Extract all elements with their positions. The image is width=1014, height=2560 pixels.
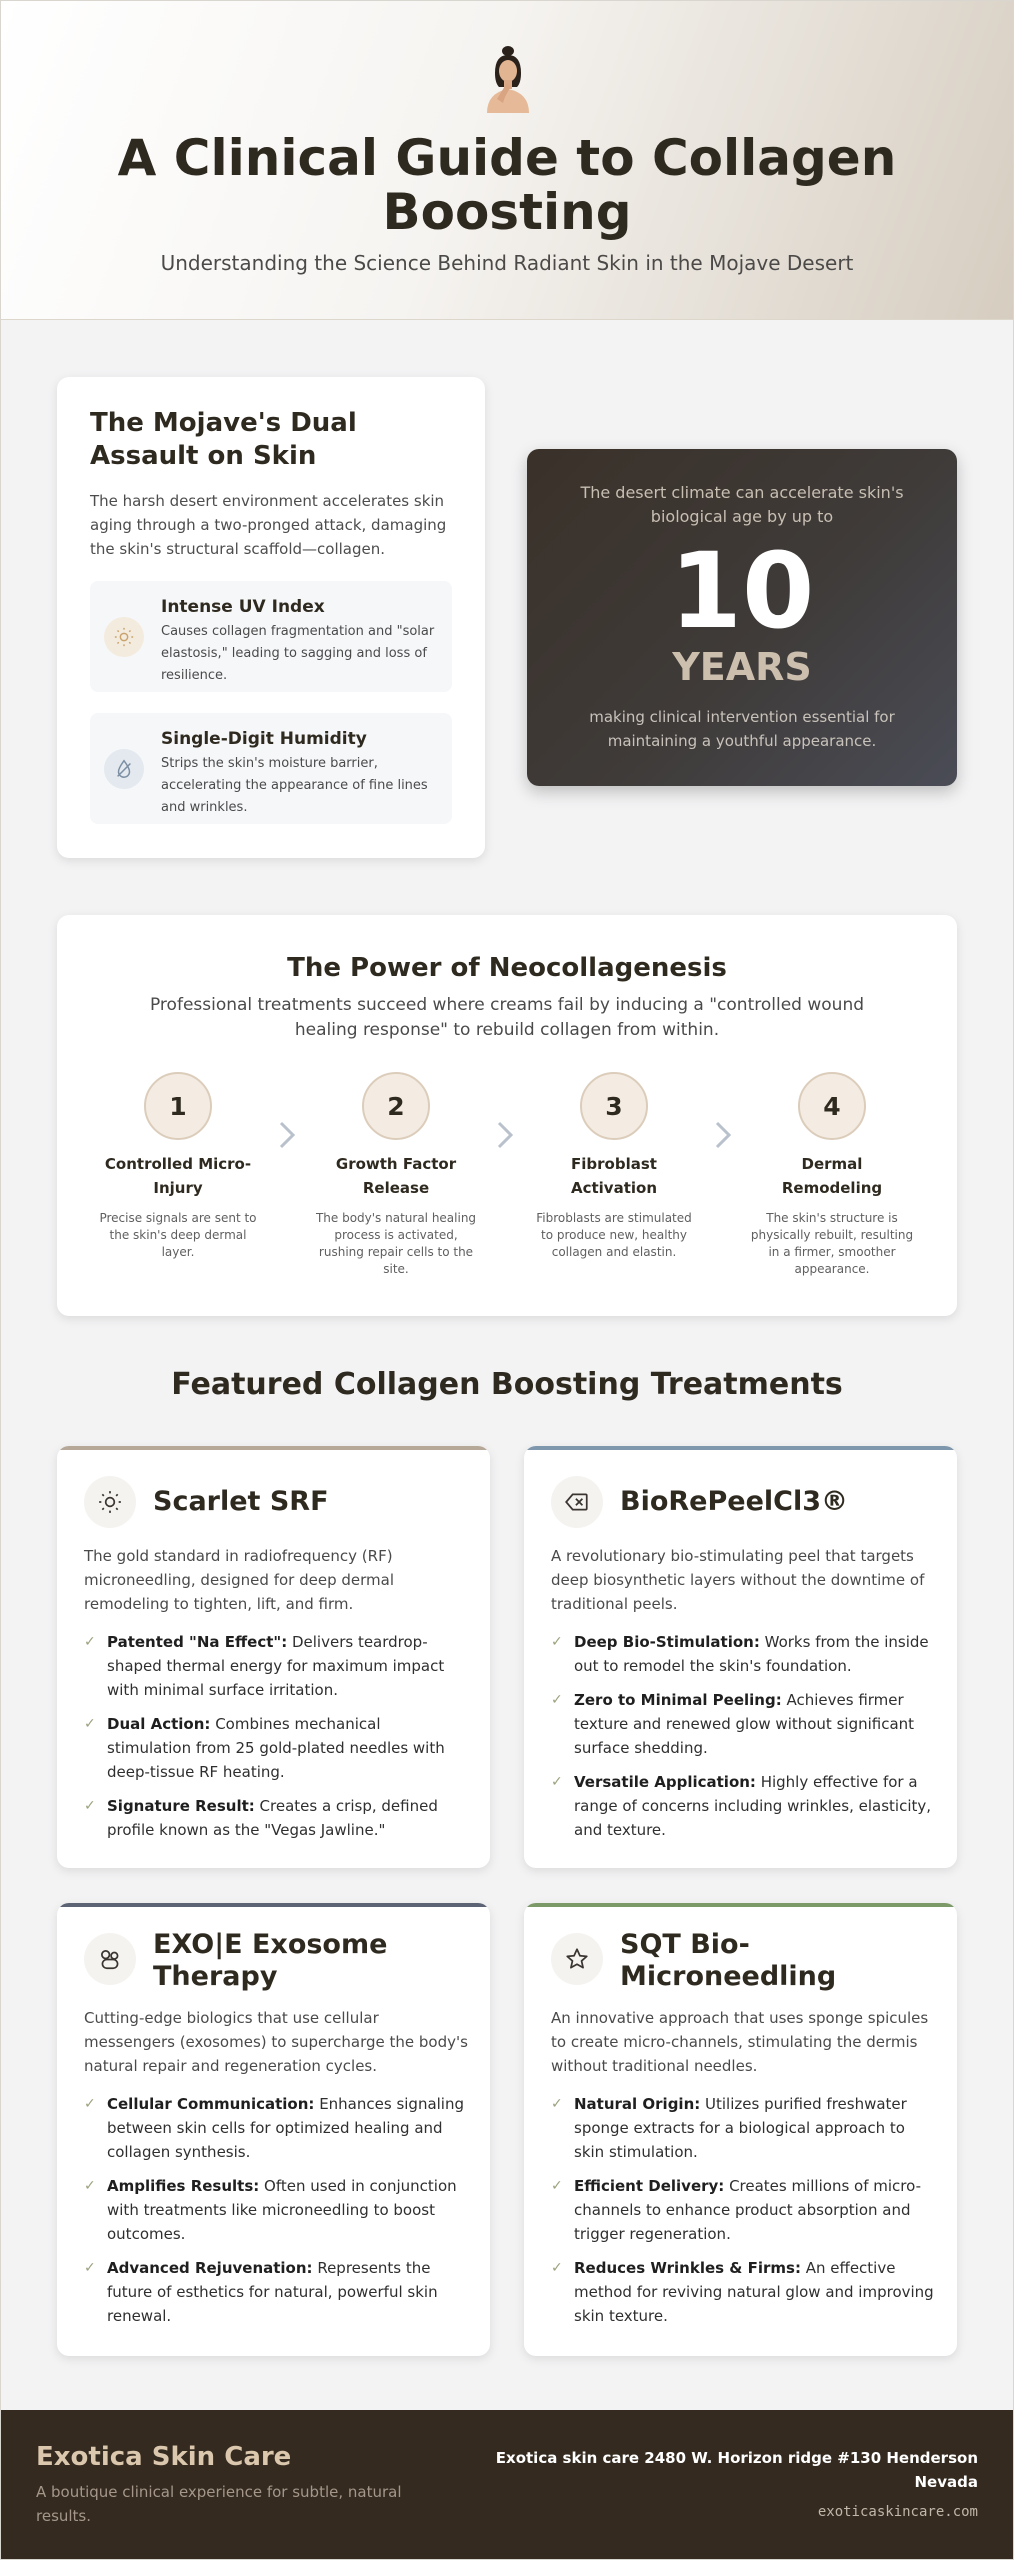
benefit-text: An effective method for reviving natural glow and improving skin texture. <box>574 2259 934 2325</box>
step-text: Fibroblasts are stimulated to produce new, healthy collagen and elastin. <box>536 1211 692 1259</box>
check-icon: ✓ <box>84 2178 96 2194</box>
benefit-text: Creates a crisp, defined profile known as the "Vegas Jawline." <box>107 1797 438 1839</box>
benefit-text: Combines mechanical stimulation from 25 gold-plated needles with deep-tissue RF heating. <box>107 1715 445 1781</box>
sun-icon <box>104 617 144 657</box>
step-number: 4 <box>798 1072 866 1140</box>
benefit-item <box>84 1630 469 1702</box>
factor-title: Intense UV Index <box>161 597 325 617</box>
treatment-card-sqt <box>524 1903 957 2356</box>
treatment-title: BioRePeelCl3® <box>620 1486 849 1517</box>
treatment-card-biorepeel <box>524 1446 957 1868</box>
treatment-card-scarlet-srf <box>57 1446 490 1868</box>
benefit-label: Signature Result: <box>107 1797 255 1815</box>
chevron-right-icon <box>708 1115 738 1155</box>
treatment-description: Cutting-edge biologics that use cellular messengers (exosomes) to supercharge the body's natural repair and regeneration cycles. <box>84 2009 468 2075</box>
benefit-label: Natural Origin: <box>574 2095 701 2113</box>
benefit-label: Dual Action: <box>107 1715 211 1733</box>
benefit-label: Efficient Delivery: <box>574 2177 725 2195</box>
sun-icon <box>84 1476 136 1528</box>
benefit-item <box>84 2092 469 2164</box>
process-step <box>313 1072 479 1278</box>
benefit-label: Advanced Rejuvenation: <box>107 2259 313 2277</box>
page-title: A Clinical Guide to Collagen Boosting <box>117 129 897 241</box>
step-title: Dermal Remodeling <box>781 1155 883 1197</box>
treatment-description: The gold standard in radiofrequency (RF) microneedling, designed for deep dermal remodeling to tighten, lift, and firm. <box>84 1547 394 1613</box>
stat-unit: YEARS <box>672 645 812 689</box>
chevron-right-icon <box>490 1115 520 1155</box>
check-icon: ✓ <box>84 2096 96 2112</box>
check-icon: ✓ <box>551 2260 563 2276</box>
check-icon: ✓ <box>84 1634 96 1650</box>
benefit-label: Versatile Application: <box>574 1773 756 1791</box>
factor-text: Causes collagen fragmentation and "solar elastosis," leading to sagging and loss of resilience. <box>161 624 435 683</box>
benefit-item <box>84 2174 469 2246</box>
factor-title: Single-Digit Humidity <box>161 729 367 749</box>
hero-header <box>1 1 1013 320</box>
benefit-item <box>84 2256 469 2328</box>
check-icon: ✓ <box>84 1798 96 1814</box>
step-text: Precise signals are sent to the skin's deep dermal layer. <box>99 1211 257 1259</box>
check-icon: ✓ <box>551 1692 563 1708</box>
website-link[interactable]: exoticaskincare.com <box>817 2504 978 2520</box>
accent-bar <box>524 1446 957 1450</box>
benefit-item <box>551 1630 936 1678</box>
step-title: Fibroblast Activation <box>570 1155 657 1197</box>
benefit-item <box>551 2092 936 2164</box>
accent-bar <box>524 1903 957 1907</box>
clinic-address: Exotica skin care 2480 W. Horizon ridge #130 Henderson Nevada <box>495 2449 978 2491</box>
benefit-label: Amplifies Results: <box>107 2177 260 2195</box>
check-icon: ✓ <box>551 1634 563 1650</box>
benefit-label: Deep Bio-Stimulation: <box>574 1633 760 1651</box>
neo-title: The Power of Neocollagenesis <box>287 953 727 983</box>
check-icon: ✓ <box>551 2096 563 2112</box>
benefit-label: Zero to Minimal Peeling: <box>574 1691 782 1709</box>
step-number: 1 <box>144 1072 212 1140</box>
check-icon: ✓ <box>551 1774 563 1790</box>
benefit-item <box>551 2174 936 2246</box>
no-water-drop-icon <box>104 749 144 789</box>
assault-title: The Mojave's Dual Assault on Skin <box>90 408 357 471</box>
treatment-benefits <box>84 2092 469 2338</box>
treatment-description: An innovative approach that uses sponge spicules to create micro-channels, stimulating the dermis without traditional needles. <box>551 2009 929 2075</box>
treatments-heading: Featured Collagen Boosting Treatments <box>171 1367 843 1402</box>
brand-name: Exotica Skin Care <box>36 2442 292 2472</box>
stat-intro: The desert climate can accelerate skin's biological age by up to <box>580 483 904 526</box>
benefit-text: Enhances signaling between skin cells for optimized healing and collagen synthesis. <box>107 2095 465 2161</box>
step-text: The body's natural healing process is activated, rushing repair cells to the site. <box>315 1211 477 1276</box>
step-text: The skin's structure is physically rebuilt, resulting in a firmer, smoother appearance. <box>750 1211 914 1276</box>
benefit-text: Often used in conjunction with treatments like microneedling to boost outcomes. <box>107 2177 457 2243</box>
treatment-benefits <box>551 2092 936 2338</box>
step-number: 2 <box>362 1072 430 1140</box>
benefit-text: Delivers teardrop-shaped thermal energy for maximum impact with minimal surface irritation. <box>107 1633 445 1699</box>
check-icon: ✓ <box>84 1716 96 1732</box>
stat-conclusion: making clinical intervention essential for maintaining a youthful appearance. <box>589 708 895 750</box>
factor-text: Strips the skin's moisture barrier, accelerating the appearance of fine lines and wrinkles. <box>161 756 428 815</box>
neocollagenesis-card <box>57 915 957 1316</box>
process-step <box>749 1072 915 1278</box>
page-footer <box>1 2410 1013 2559</box>
humidity-factor <box>90 713 452 824</box>
benefit-label: Patented "Na Effect": <box>107 1633 288 1651</box>
check-icon: ✓ <box>551 2178 563 2194</box>
benefit-item <box>551 1770 936 1842</box>
brand-tagline: A boutique clinical experience for subtle, natural results. <box>36 2483 402 2525</box>
process-step <box>531 1072 697 1261</box>
benefit-item <box>551 2256 936 2328</box>
desert-assault-card <box>57 377 485 858</box>
step-title: Controlled Micro-Injury <box>104 1155 252 1197</box>
backspace-icon <box>551 1476 603 1528</box>
treatment-title: Scarlet SRF <box>153 1486 329 1517</box>
assault-text: The harsh desert environment accelerates skin aging through a two-pronged attack, damaging the skin's structural scaffold—collagen. <box>90 492 447 558</box>
benefit-item <box>551 1688 936 1760</box>
page-subtitle: Understanding the Science Behind Radiant Skin in the Mojave Desert <box>160 251 854 275</box>
benefit-text: Utilizes purified freshwater sponge extracts for a biological approach to skin stimulation. <box>574 2095 907 2161</box>
stat-number: 10 <box>669 530 815 652</box>
accent-bar <box>57 1446 490 1450</box>
check-icon: ✓ <box>84 2260 96 2276</box>
step-number: 3 <box>580 1072 648 1140</box>
treatment-title: EXO|E Exosome Therapy <box>153 1929 388 1992</box>
benefit-item <box>84 1794 469 1842</box>
benefit-label: Reduces Wrinkles & Firms: <box>574 2259 801 2277</box>
benefit-item <box>84 1712 469 1784</box>
benefit-label: Cellular Communication: <box>107 2095 315 2113</box>
step-title: Growth Factor Release <box>335 1155 457 1197</box>
woman-portrait-icon <box>477 43 537 113</box>
uv-factor <box>90 581 452 692</box>
neo-subtitle: Professional treatments succeed where creams fail by inducing a "controlled wound healing response" to rebuild collagen from within. <box>149 995 865 1040</box>
process-step <box>95 1072 261 1261</box>
accent-bar <box>57 1903 490 1907</box>
chevron-right-icon <box>272 1115 302 1155</box>
treatment-description: A revolutionary bio-stimulating peel that targets deep biosynthetic layers without the downtime of traditional peels. <box>551 1547 925 1613</box>
cells-icon <box>84 1933 136 1985</box>
benefit-text: Works from the inside out to remodel the skin's foundation. <box>574 1633 929 1675</box>
treatment-card-exosome <box>57 1903 490 2356</box>
benefit-text: Represents the future of esthetics for natural, powerful skin renewal. <box>107 2259 438 2325</box>
benefit-text: Highly effective for a range of concerns including wrinkles, elasticity, and texture. <box>574 1773 932 1839</box>
treatment-benefits <box>551 1630 936 1852</box>
benefit-text: Creates millions of micro-channels to enhance product absorption and trigger regeneration. <box>574 2177 921 2243</box>
star-icon <box>551 1933 603 1985</box>
treatment-title: SQT Bio-Microneedling <box>620 1929 837 1992</box>
treatment-benefits <box>84 1630 469 1852</box>
benefit-text: Achieves firmer texture and renewed glow without significant surface shedding. <box>574 1691 915 1757</box>
aging-stat-card <box>527 449 957 786</box>
